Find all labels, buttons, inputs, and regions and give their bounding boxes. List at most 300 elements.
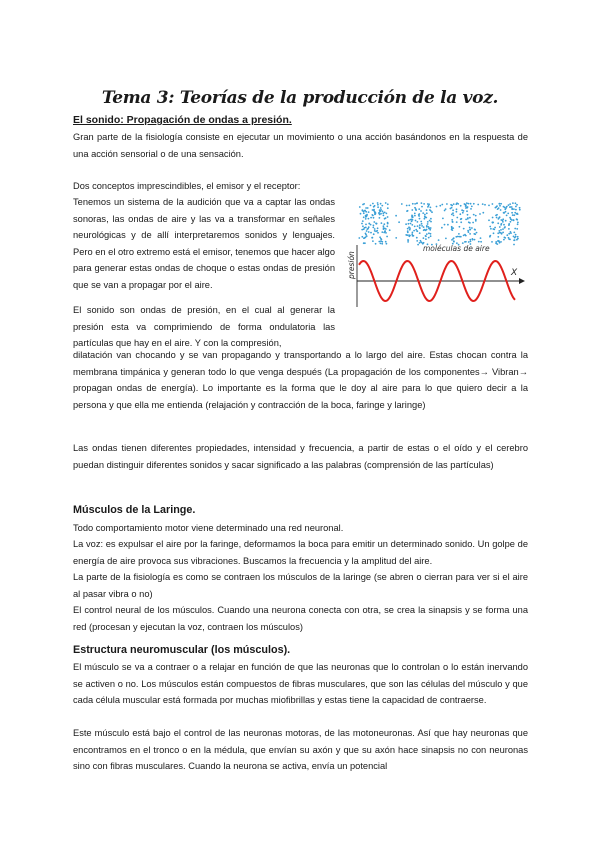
air-molecule-dot: [362, 220, 364, 222]
air-molecule-dot: [468, 241, 470, 243]
air-molecule-dot: [412, 232, 414, 234]
air-molecule-dot: [508, 237, 510, 239]
air-molecule-dot: [427, 223, 429, 225]
air-molecule-dot: [492, 203, 494, 205]
air-molecule-dot: [409, 229, 411, 231]
air-molecule-dot: [467, 214, 469, 216]
air-molecule-dot: [418, 208, 420, 210]
air-molecule-dot: [460, 205, 462, 207]
air-molecule-dot: [414, 215, 416, 217]
air-molecule-dot: [426, 225, 428, 227]
air-molecule-dot: [372, 237, 374, 239]
air-molecule-dot: [365, 211, 367, 213]
air-molecule-dot: [451, 226, 453, 228]
air-molecule-dot: [428, 228, 430, 230]
air-molecule-dot: [409, 227, 411, 229]
air-molecule-dot: [502, 218, 504, 220]
air-molecule-dot: [451, 219, 453, 221]
air-molecule-dot: [413, 230, 415, 232]
air-molecule-dot: [496, 217, 498, 219]
air-molecule-dot: [387, 223, 389, 225]
air-molecule-dot: [431, 211, 433, 213]
air-molecule-dot: [466, 202, 468, 204]
air-molecule-dot: [508, 224, 510, 226]
air-molecule-dot: [366, 230, 368, 232]
air-molecule-dot: [471, 206, 473, 208]
air-molecule-dot: [414, 226, 416, 228]
air-molecule-dot: [428, 226, 430, 228]
air-molecule-dot: [478, 241, 480, 243]
air-molecule-dot: [502, 221, 504, 223]
air-molecule-dot: [465, 241, 467, 243]
air-molecule-dot: [398, 221, 400, 223]
air-molecule-dot: [417, 225, 419, 227]
air-molecule-dot: [451, 207, 453, 209]
air-molecule-dot: [373, 233, 375, 235]
air-molecule-dot: [416, 230, 418, 232]
air-molecule-dot: [375, 243, 377, 245]
air-molecule-dot: [389, 229, 391, 231]
air-molecule-dot: [491, 241, 493, 243]
x-axis-arrow: [519, 278, 525, 284]
air-molecule-dot: [366, 214, 368, 216]
air-molecule-dot: [499, 216, 501, 218]
air-molecule-dot: [489, 235, 491, 237]
air-molecule-dot: [469, 233, 471, 235]
air-molecule-dot: [421, 225, 423, 227]
air-molecule-dot: [452, 221, 454, 223]
air-molecule-dot: [480, 241, 482, 243]
air-molecule-dot: [513, 220, 515, 222]
air-molecule-dot: [374, 228, 376, 230]
paragraph-wave-properties: Las ondas tienen diferentes propiedades, intensidad y frecuencia, a partir de estas o el oído y el cerebro puedan distinguir diferentes sonidos y sacar significado a las palabras (comprensión de las partículas): [73, 443, 528, 470]
air-molecule-dot: [507, 213, 509, 215]
air-molecule-dot: [424, 216, 426, 218]
air-molecule-dot: [368, 211, 370, 213]
air-molecule-dot: [420, 210, 422, 212]
air-molecule-dot: [410, 223, 412, 225]
air-molecule-dot: [494, 227, 496, 229]
air-molecule-dot: [373, 210, 375, 212]
air-molecule-dot: [364, 242, 366, 244]
air-molecule-dot: [377, 232, 379, 234]
air-molecule-dot: [408, 205, 410, 207]
paragraph-propagation: dilatación van chocando y se van propagando y transportando a lo largo del aire. Estas chocan contra la membrana timpánica y generan todo lo que venga después (La propagación de los componentes→ Vibran→ propagan ondas de energía). Lo importante es la forma que le doy al aire para lo que quiero decir a la persona y que ella me entienda (relajación y contracción de la boca, faringe y laringe): [73, 350, 528, 410]
air-molecule-dot: [456, 217, 458, 219]
air-molecule-dot: [442, 218, 444, 220]
air-molecule-dot: [470, 203, 472, 205]
air-molecule-dot: [426, 212, 428, 214]
air-molecule-dot: [453, 237, 455, 239]
air-molecule-dot: [473, 214, 475, 216]
air-molecule-dot: [460, 221, 462, 223]
air-molecule-dot: [492, 217, 494, 219]
air-molecule-dot: [424, 218, 426, 220]
air-molecule-dot: [379, 217, 381, 219]
air-molecule-dot: [438, 239, 440, 241]
air-molecule-dot: [358, 237, 360, 239]
air-molecule-dot: [385, 202, 387, 204]
air-molecule-dot: [461, 209, 463, 211]
air-molecule-dot: [379, 211, 381, 213]
air-molecule-dot: [508, 228, 510, 230]
air-molecule-dot: [510, 221, 512, 223]
air-molecule-dot: [505, 207, 507, 209]
air-molecule-dot: [508, 204, 510, 206]
air-molecule-dot: [472, 222, 474, 224]
air-molecule-dot: [412, 235, 414, 237]
air-molecule-dot: [480, 237, 482, 239]
air-molecule-dot: [426, 233, 428, 235]
air-molecule-dot: [475, 220, 477, 222]
air-molecule-dot: [452, 209, 454, 211]
air-molecule-dot: [363, 228, 365, 230]
air-molecule-dot: [367, 207, 369, 209]
air-molecule-dot: [495, 215, 497, 217]
air-molecule-dot: [488, 205, 490, 207]
air-molecule-dot: [363, 212, 365, 214]
air-molecule-dot: [430, 227, 432, 229]
air-molecule-dot: [368, 218, 370, 220]
paragraph-pressure-waves: El sonido son ondas de presión, en el cual al generar la presión esta va comprimiendo de forma ondulatoria las partículas que hay en el aire. Y con la compresión,: [73, 305, 335, 349]
air-molecule-dot: [365, 227, 367, 229]
air-molecule-dot: [462, 212, 464, 214]
air-molecule-dot: [484, 204, 486, 206]
air-molecule-dot: [377, 227, 379, 229]
air-molecule-dot: [386, 236, 388, 238]
air-molecule-dot: [517, 223, 519, 225]
air-molecule-dot: [407, 232, 409, 234]
air-molecule-dot: [516, 204, 518, 206]
air-molecule-dot: [378, 241, 380, 243]
air-molecule-dot: [419, 218, 421, 220]
air-molecule-dot: [497, 240, 499, 242]
air-molecule-dot: [430, 207, 432, 209]
air-molecule-dot: [380, 213, 382, 215]
air-molecule-dot: [365, 216, 367, 218]
air-molecule-dot: [459, 213, 461, 215]
air-molecule-dot: [380, 207, 382, 209]
air-molecule-dot: [458, 233, 460, 235]
air-molecule-dot: [380, 243, 382, 245]
air-molecule-dot: [508, 233, 510, 235]
pressure-label: presión: [347, 251, 356, 279]
air-molecule-dot: [361, 223, 363, 225]
air-molecule-dot: [414, 203, 416, 205]
air-molecule-dot: [414, 207, 416, 209]
air-molecule-dot: [383, 225, 385, 227]
air-molecule-dot: [511, 212, 513, 214]
air-molecule-dot: [385, 241, 387, 243]
air-molecule-dot: [430, 221, 432, 223]
air-molecule-dot: [445, 238, 447, 240]
air-molecule-dot: [456, 202, 458, 204]
air-molecule-dot: [423, 226, 425, 228]
air-molecule-dot: [513, 214, 515, 216]
air-molecule-dot: [387, 207, 389, 209]
air-molecule-dot: [515, 206, 517, 208]
air-molecule-dot: [381, 205, 383, 207]
air-molecule-dot: [465, 204, 467, 206]
air-molecule-dot: [458, 236, 460, 238]
air-molecule-dot: [418, 215, 420, 217]
air-molecule-dot: [407, 241, 409, 243]
air-molecule-dot: [515, 209, 517, 211]
air-molecule-dot: [476, 232, 478, 234]
air-molecule-dot: [469, 229, 471, 231]
air-molecule-dot: [506, 234, 508, 236]
air-molecule-dot: [405, 234, 407, 236]
sound-wave-figure: [347, 195, 529, 315]
air-molecule-dot: [490, 228, 492, 230]
paragraph-concepts-heading: Dos conceptos imprescindibles, el emisor y el receptor:: [73, 181, 301, 191]
air-molecule-dot: [412, 217, 414, 219]
air-molecule-dot: [519, 209, 521, 211]
air-molecule-dot: [372, 240, 374, 242]
air-molecule-dot: [375, 223, 377, 225]
air-molecule-dot: [514, 239, 516, 241]
air-molecule-dot: [406, 205, 408, 207]
air-molecule-dot: [504, 237, 506, 239]
air-molecule-dot: [428, 203, 430, 205]
air-molecule-dot: [361, 236, 363, 238]
section-heading-musculos: Músculos de la Laringe.: [73, 504, 196, 516]
air-molecule-dot: [421, 206, 423, 208]
air-molecule-dot: [423, 203, 425, 205]
air-molecule-dot: [456, 221, 458, 223]
air-molecule-dot: [373, 217, 375, 219]
paragraph-motor-neurons: Este músculo está bajo el control de las neuronas motoras, de las motoneuronas. Así que hay neuronas que encontramos en el tronco o en la médula, que envían su axón y que su axón hace sinapsis no con neuronas sino con fibras musculares. Cuando la neurona se activa, envía un potencial: [73, 728, 528, 772]
air-molecule-dot: [363, 237, 365, 239]
air-molecule-dot: [473, 203, 475, 205]
air-molecule-dot: [421, 202, 423, 204]
air-molecule-dot: [373, 221, 375, 223]
air-molecule-dot: [513, 232, 515, 234]
air-molecule-dot: [513, 244, 515, 246]
air-molecule-dot: [472, 238, 474, 240]
air-molecule-dot: [439, 205, 441, 207]
air-molecule-dot: [382, 212, 384, 214]
air-molecule-dot: [493, 232, 495, 234]
air-molecule-dot: [380, 240, 382, 242]
molecules-label: moléculas de aire: [423, 244, 490, 253]
air-molecule-dot: [469, 222, 471, 224]
air-molecule-dot: [417, 244, 419, 246]
air-molecule-dot: [500, 219, 502, 221]
air-molecule-dot: [499, 205, 501, 207]
air-molecule-dot: [429, 220, 431, 222]
air-molecule-dot: [362, 204, 364, 206]
air-molecule-dot: [455, 236, 457, 238]
air-molecule-dot: [419, 224, 421, 226]
air-molecule-dot: [500, 203, 502, 205]
air-molecule-dot: [422, 212, 424, 214]
air-molecule-dot: [471, 227, 473, 229]
air-molecule-dot: [419, 227, 421, 229]
air-molecule-dot: [370, 232, 372, 234]
air-molecule-dot: [414, 213, 416, 215]
air-molecule-dot: [416, 202, 418, 204]
air-molecule-dot: [359, 206, 361, 208]
air-molecule-dot: [441, 204, 443, 206]
air-molecule-dot: [384, 230, 386, 232]
air-molecule-dot: [426, 229, 428, 231]
air-molecule-dot: [475, 215, 477, 217]
air-molecule-dot: [511, 206, 513, 208]
air-molecule-dot: [419, 232, 421, 234]
paragraph-audition: Tenemos un sistema de la audición que va a captar las ondas sonoras, las ondas de aire y las va a transformar en señales neurológicas y de allí interpretaremos sonidos y lenguajes. Pero en el otro extremo está el emisor, tenemos que hacer algo para generar estas ondas de choque o estas ondas de presión que se van a propagar por el aire.: [73, 197, 336, 290]
air-molecule-dot: [429, 209, 431, 211]
air-molecule-dot: [509, 206, 511, 208]
air-molecule-dot: [479, 213, 481, 215]
air-molecule-dot: [426, 209, 428, 211]
air-molecule-dot: [381, 243, 383, 245]
air-molecule-dot: [386, 243, 388, 245]
air-molecule-dot: [482, 212, 484, 214]
air-molecule-dot: [387, 203, 389, 205]
air-molecule-dot: [456, 208, 458, 210]
air-molecule-dot: [463, 228, 465, 230]
air-molecule-dot: [377, 204, 379, 206]
air-molecule-dot: [465, 219, 467, 221]
air-molecule-dot: [428, 237, 430, 239]
air-molecule-dot: [383, 223, 385, 225]
air-molecule-dot: [453, 203, 455, 205]
air-molecule-dot: [498, 218, 500, 220]
air-molecule-dot: [515, 236, 517, 238]
air-molecule-dot: [421, 223, 423, 225]
air-molecule-dot: [410, 219, 412, 221]
air-molecule-dot: [378, 212, 380, 214]
air-molecule-dot: [360, 213, 362, 215]
air-molecule-dot: [427, 221, 429, 223]
x-axis-label: X: [511, 268, 518, 278]
air-molecule-dot: [499, 242, 501, 244]
air-molecule-dot: [512, 202, 514, 204]
air-molecule-dot: [489, 226, 491, 228]
air-molecule-dot: [425, 235, 427, 237]
air-molecule-dot: [383, 228, 385, 230]
air-molecule-dot: [423, 237, 425, 239]
air-molecule-dot: [411, 221, 413, 223]
air-molecule-dot: [372, 203, 374, 205]
air-molecule-dot: [500, 232, 502, 234]
air-molecule-dot: [516, 228, 518, 230]
air-molecule-dot: [510, 232, 512, 234]
air-molecule-dot: [463, 235, 465, 237]
air-molecule-dot: [370, 217, 372, 219]
air-molecule-dot: [387, 216, 389, 218]
air-molecule-dot: [469, 239, 471, 241]
air-molecule-dot: [362, 225, 364, 227]
section-heading-neuromuscular: Estructura neuromuscular (los músculos).: [73, 644, 291, 656]
air-molecule-dot: [513, 236, 515, 238]
paragraph-motor-behaviour: Todo comportamiento motor viene determinado una red neuronal.: [73, 523, 344, 533]
air-molecule-dot: [497, 222, 499, 224]
air-molecule-dot: [497, 236, 499, 238]
air-molecule-dot: [373, 225, 375, 227]
air-molecule-dot: [506, 215, 508, 217]
air-molecule-dot: [444, 224, 446, 226]
air-molecule-dot: [452, 227, 454, 229]
air-molecule-dot: [424, 214, 426, 216]
air-molecule-dot: [381, 231, 383, 233]
air-molecule-dot: [474, 233, 476, 235]
air-molecule-dot: [363, 216, 365, 218]
air-molecule-dot: [405, 223, 407, 225]
air-molecule-dot: [408, 219, 410, 221]
air-molecule-dot: [408, 223, 410, 225]
air-molecule-dot: [383, 232, 385, 234]
air-molecule-dot: [374, 230, 376, 232]
air-molecule-dot: [367, 228, 369, 230]
air-molecule-dot: [517, 236, 519, 238]
air-molecule-dot: [395, 215, 397, 217]
air-molecule-dot: [363, 211, 365, 213]
air-molecule-dot: [372, 227, 374, 229]
air-molecule-dot: [419, 242, 421, 244]
document-title: Tema 3: Teorías de la producción de la voz.: [101, 88, 499, 108]
air-molecule-dot: [499, 203, 501, 205]
air-molecule-dot: [386, 225, 388, 227]
air-molecule-dot: [407, 239, 409, 241]
air-molecule-dot: [411, 209, 413, 211]
air-molecule-dot: [379, 236, 381, 238]
air-molecule-dot: [382, 210, 384, 212]
air-molecule-dot: [374, 212, 376, 214]
air-molecule-dot: [451, 214, 453, 216]
air-molecule-dot: [519, 207, 521, 209]
air-molecule-dot: [424, 229, 426, 231]
air-molecule-dot: [468, 231, 470, 233]
air-molecule-dot: [450, 204, 452, 206]
air-molecule-dot: [381, 222, 383, 224]
air-molecule-dot: [469, 217, 471, 219]
air-molecule-dot: [368, 231, 370, 233]
air-molecule-dot: [492, 228, 494, 230]
air-molecule-dot: [511, 208, 513, 210]
air-molecule-dot: [515, 234, 517, 236]
air-molecule-dot: [465, 235, 467, 237]
air-molecule-dot: [377, 202, 379, 204]
air-molecule-dot: [406, 210, 408, 212]
air-molecule-dot: [372, 215, 374, 217]
air-molecule-dot: [385, 232, 387, 234]
air-molecule-dot: [446, 203, 448, 205]
air-molecule-dot: [407, 228, 409, 230]
air-molecule-dot: [411, 224, 413, 226]
air-molecule-dot: [420, 221, 422, 223]
air-molecule-dot: [370, 224, 372, 226]
air-molecule-dot: [517, 222, 519, 224]
air-molecule-dot: [381, 239, 383, 241]
air-molecule-dot: [502, 228, 504, 230]
section-heading-sonido: El sonido: Propagación de ondas a presión.: [73, 114, 292, 126]
paragraph-physiology-larynx: La parte de la fisiología es como se contraen los músculos de la laringe (se abren o cierran para ver si el aire al pasar vibra o no): [73, 572, 528, 599]
air-molecule-dot: [515, 202, 517, 204]
air-molecule-dot: [503, 224, 505, 226]
air-molecule-dot: [370, 205, 372, 207]
air-molecule-dot: [459, 226, 461, 228]
air-molecule-dot: [516, 239, 518, 241]
air-molecule-dot: [365, 207, 367, 209]
air-molecule-dot: [477, 204, 479, 206]
air-molecule-dot: [502, 232, 504, 234]
air-molecule-dot: [495, 242, 497, 244]
air-molecule-dot: [498, 207, 500, 209]
air-molecule-dot: [428, 232, 430, 234]
air-molecule-dot: [469, 227, 471, 229]
